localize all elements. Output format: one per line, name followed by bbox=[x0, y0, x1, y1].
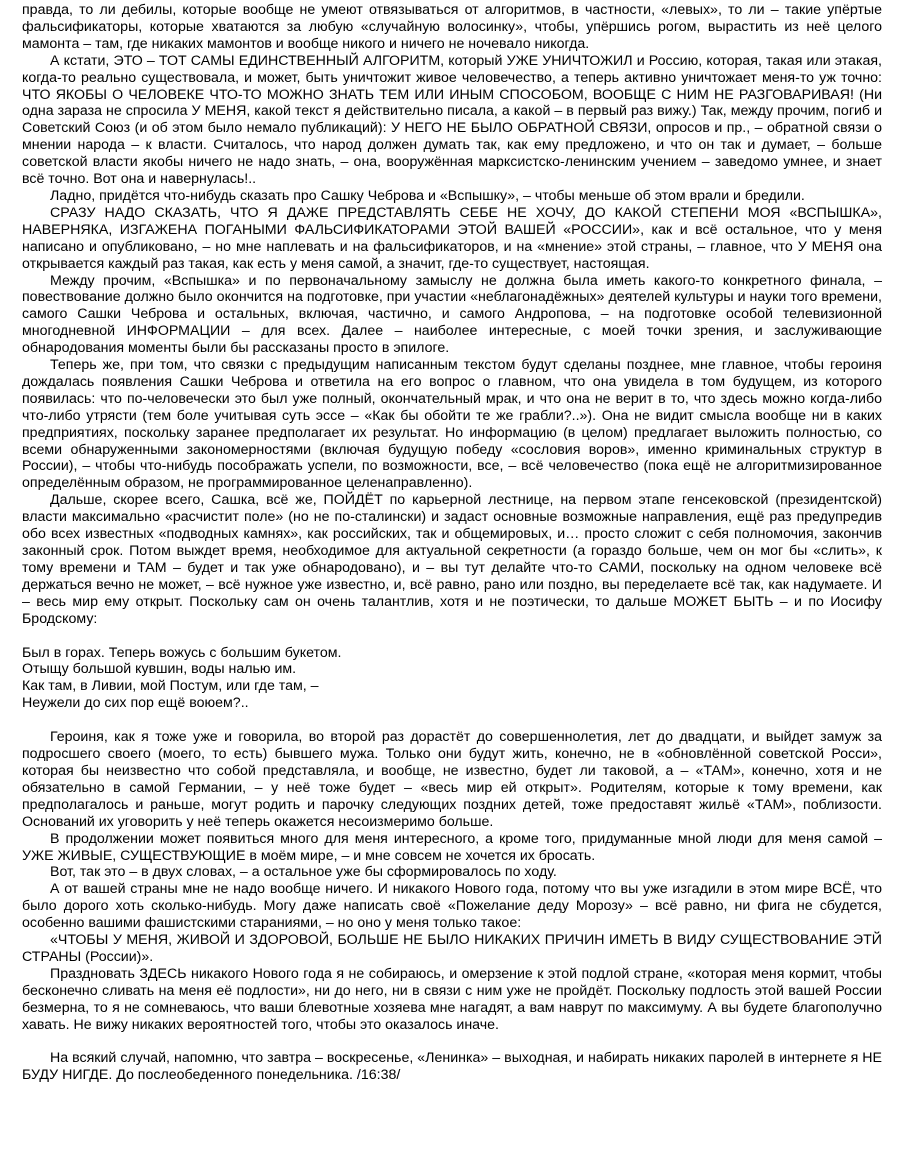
paragraph: Героиня, как я тоже уже и говорила, во второй раз дорастёт до совершеннолетия, лет до двадцати, и выйдет замуж за подросшего своего (моего, то есть) бывшего мужа. Только они будут жить, конечно, не в «обновлённой советской Росси», которая бы неизвестно что собой представляла, и вообще, не известно, будет ли таковой, а – «ТАМ», конечно, хотя и не обязательно в самой Германии, – у неё тоже будет – «весь мир ей открыт». Родителям, которые к тому времени, как предполагалось и раньше, могут родить и парочку следующих поздних детей, тоже предоставят жильё «ТАМ», поблизости. Оснований их уговорить у неё теперь окажется несоизмеримо больше. bbox=[22, 729, 882, 830]
spacer bbox=[22, 1033, 882, 1050]
paragraph: А кстати, ЭТО – ТОТ САМЫ ЕДИНСТВЕННЫЙ АЛГОРИТМ, который УЖЕ УНИЧТОЖИЛ и Россию, которая, такая или этакая, когда-то реально существовала, и может, быть уничтожит живое человечество, а теперь активно уничтожает меня-то уж точно: ЧТО ЯКОБЫ О ЧЕЛОВЕКЕ ЧТО-ТО МОЖНО ЗНАТЬ ТЕМ ИЛИ ИНЫМ СПОСОБОМ, ВООБЩЕ С НИМ НЕ РАЗГОВАРИВАЯ! (Ни одна зараза не спросила У МЕНЯ, какой текст я действительно писала, а какой – в первый раз вижу.) Так, между прочим, погиб и Советский Союз (и об этом было немало публикаций): У НЕГО НЕ БЫЛО ОБРАТНОЙ СВЯЗИ, опросов и пр., – обратной связи о мнении народа – к власти. Считалось, что народ должен думать так, как ему предложено, и что он так и думает, – больше советской власти якобы ничего не надо знать, – она, вооружённая марксистско-ленинским учением – заведомо умнее, и знает всё точно. Вот она и навернулась!.. bbox=[22, 52, 882, 188]
poem-line: Отыщу большой кувшин, воды налью им. bbox=[22, 661, 297, 678]
paragraph: Праздновать ЗДЕСЬ никакого Нового года я не собираюсь, и омерзение к этой подлой стране, «которая меня кормит, чтобы бесконечно сливать на меня её подлости», ни до него, ни в связи с ним уже не пройдёт. Поскольку подлость этой вашей России безмерна, то я не сомневаюсь, что ваши блевотные хозяева мне нагадят, а вам наврут по максимуму. А вы будете благополучно хавать. Не вижу никаких вероятностей того, чтобы это оказалось иначе. bbox=[22, 965, 882, 1033]
paragraph: Теперь же, при том, что связки с предыдущим написанным текстом будут сделаны позднее, мне главное, чтобы героиня дождалась появления Сашки Чеброва и ответила на его вопрос о главном, что она увидела в том будущем, из которого появилась: что по-человечески это был уже полный, окончательный мрак, и что она не верит в то, что здесь можно когда-либо что-либо утрясти (тем боле учитывая суть эссе – «Как бы обойти те же грабли?..»). Она не видит смысла вообще ни в каких предприятиях, поскольку заранее предполагает их результат. Но информацию (в целом) предлагает выложить полностью, со всеми обнаруженными закономерностями (включая будущую победу «сословия воров», именно криминальных структур в России), – чтобы что-нибудь посображать успели, по возможности, все, – всё человечество (пока ещё не алгоритмизированное определённым образом, не программированное целенаправленно). bbox=[22, 357, 882, 492]
paragraph: СРАЗУ НАДО СКАЗАТЬ, ЧТО Я ДАЖЕ ПРЕДСТАВЛЯТЬ СЕБЕ НЕ ХОЧУ, ДО КАКОЙ СТЕПЕНИ МОЯ «ВСПЫШКА», НАВЕРНЯКА, ИЗГАЖЕНА ПОГАНЫМИ ФАЛЬСИФИКАТОРАМИ ЭТОЙ ВАШЕЙ «РОССИИ», как и всё остальное, что у меня написано и опубликовано, – но мне наплевать и на фальсификаторов, и на «мнение» этой страны, – главное, что У МЕНЯ она открывается каждый раз такая, как есть у меня самой, а значит, где-то существует, настоящая. bbox=[22, 204, 882, 272]
document-body-part-1 bbox=[22, 2, 882, 628]
paragraph: Между прочим, «Вспышка» и по первоначальному замыслу не должна была иметь какого-то конкретного финала, – повествование должно было окончится на подготовке, при участии «неблагонадёжных» деятелей культуры и науки того времени, самого Сашки Чеброва и остальных, включая, частично, и самого Андропова, – на подготовке особой телевизионной многодневной ИНФОРМАЦИИ – для всех. Далее – наиболее интересные, с моей точки зрения, и заслуживающие обнародования моменты были бы рассказаны просто в эпилоге. bbox=[22, 272, 882, 357]
poem-line: Неужели до сих пор ещё воюем?.. bbox=[22, 695, 249, 712]
paragraph: Вот, так это – в двух словах, – а остальное уже бы сформировалось по ходу. bbox=[50, 864, 557, 881]
spacer bbox=[22, 628, 882, 645]
paragraph: правда, то ли дебилы, которые вообще не умеют отвязываться от алгоритмов, в частности, «левых», то ли – такие упёртые фальсификаторы, которые хватаются за любую «случайную волосинку», чтобы, упёршись рогом, вырастить из неё целого мамонта – там, где никаких мамонтов и вообще никого и ничего не ночевало никогда. bbox=[22, 2, 882, 52]
document-body-part-2 bbox=[22, 729, 882, 1033]
poem-line: Как там, в Ливии, мой Постум, или где там, – bbox=[22, 678, 319, 695]
paragraph: В продолжении может появиться много для меня интересного, а кроме того, придуманные мной люди для меня самой – УЖЕ ЖИВЫЕ, СУЩЕСТВУЮЩИЕ в моём мире, – и мне совсем не хочется их бросать. bbox=[22, 830, 882, 864]
paragraph: Ладно, придётся что-нибудь сказать про Сашку Чеброва и «Вспышку», – чтобы меньше об этом врали и бредили. bbox=[50, 187, 805, 204]
poem-quote bbox=[22, 645, 882, 713]
poem-line: Был в горах. Теперь вожусь с большим букетом. bbox=[22, 644, 342, 661]
paragraph: Дальше, скорее всего, Сашка, всё же, ПОЙДЁТ по карьерной лестнице, на первом этапе генсековской (президентской) власти максимально «расчистит поле» (но не по-сталински) и задаст основные возможные направления, ещё раз предупредив обо всех известных «подводных камнях», как российских, так и общемировых, и… просто сложит с себя полномочия, закончив законный срок. Потом выждет время, необходимое для актуальной секретности (а гораздо больше, чем он мог бы «слить», к тому времени и ТАМ – будет и так уже обнародовано), и – вы тут делайте что-то САМИ, поскольку на одном человеке всё держаться вечно не может, – всё нужное уже известно, и, всё равно, рано или поздно, вы переделаете всё так, как надумаете. И – весь мир ему открыт. Поскольку сам он очень талантлив, хотя и не поэтически, то дальше МОЖЕТ БЫТЬ – и по Иосифу Бродскому: bbox=[22, 492, 882, 627]
paragraph: А от вашей страны мне не надо вообще ничего. И никакого Нового года, потому что вы уже изгадили в этом мире ВСЁ, что было дорого хоть сколько-нибудь. Могу даже написать своё «Пожелание деду Морозу» – всё равно, ни фига не сбудется, особенно вашими фашистскими стараниями, – но оно у меня только такое: bbox=[22, 881, 882, 932]
spacer bbox=[22, 712, 882, 729]
closing-paragraph: На всякий случай, напомню, что завтра – воскресенье, «Ленинка» – выходная, и набирать никаких паролей в интернете я НЕ БУДУ НИГДЕ. До послеобеденного понедельника. /16:38/ bbox=[22, 1050, 882, 1084]
paragraph: «ЧТОБЫ У МЕНЯ, ЖИВОЙ И ЗДОРОВОЙ, БОЛЬШЕ НЕ БЫЛО НИКАКИХ ПРИЧИН ИМЕТЬ В ВИДУ СУЩЕСТВОВАНИЕ ЭТЙ СТРАНЫ (России)». bbox=[22, 932, 882, 965]
